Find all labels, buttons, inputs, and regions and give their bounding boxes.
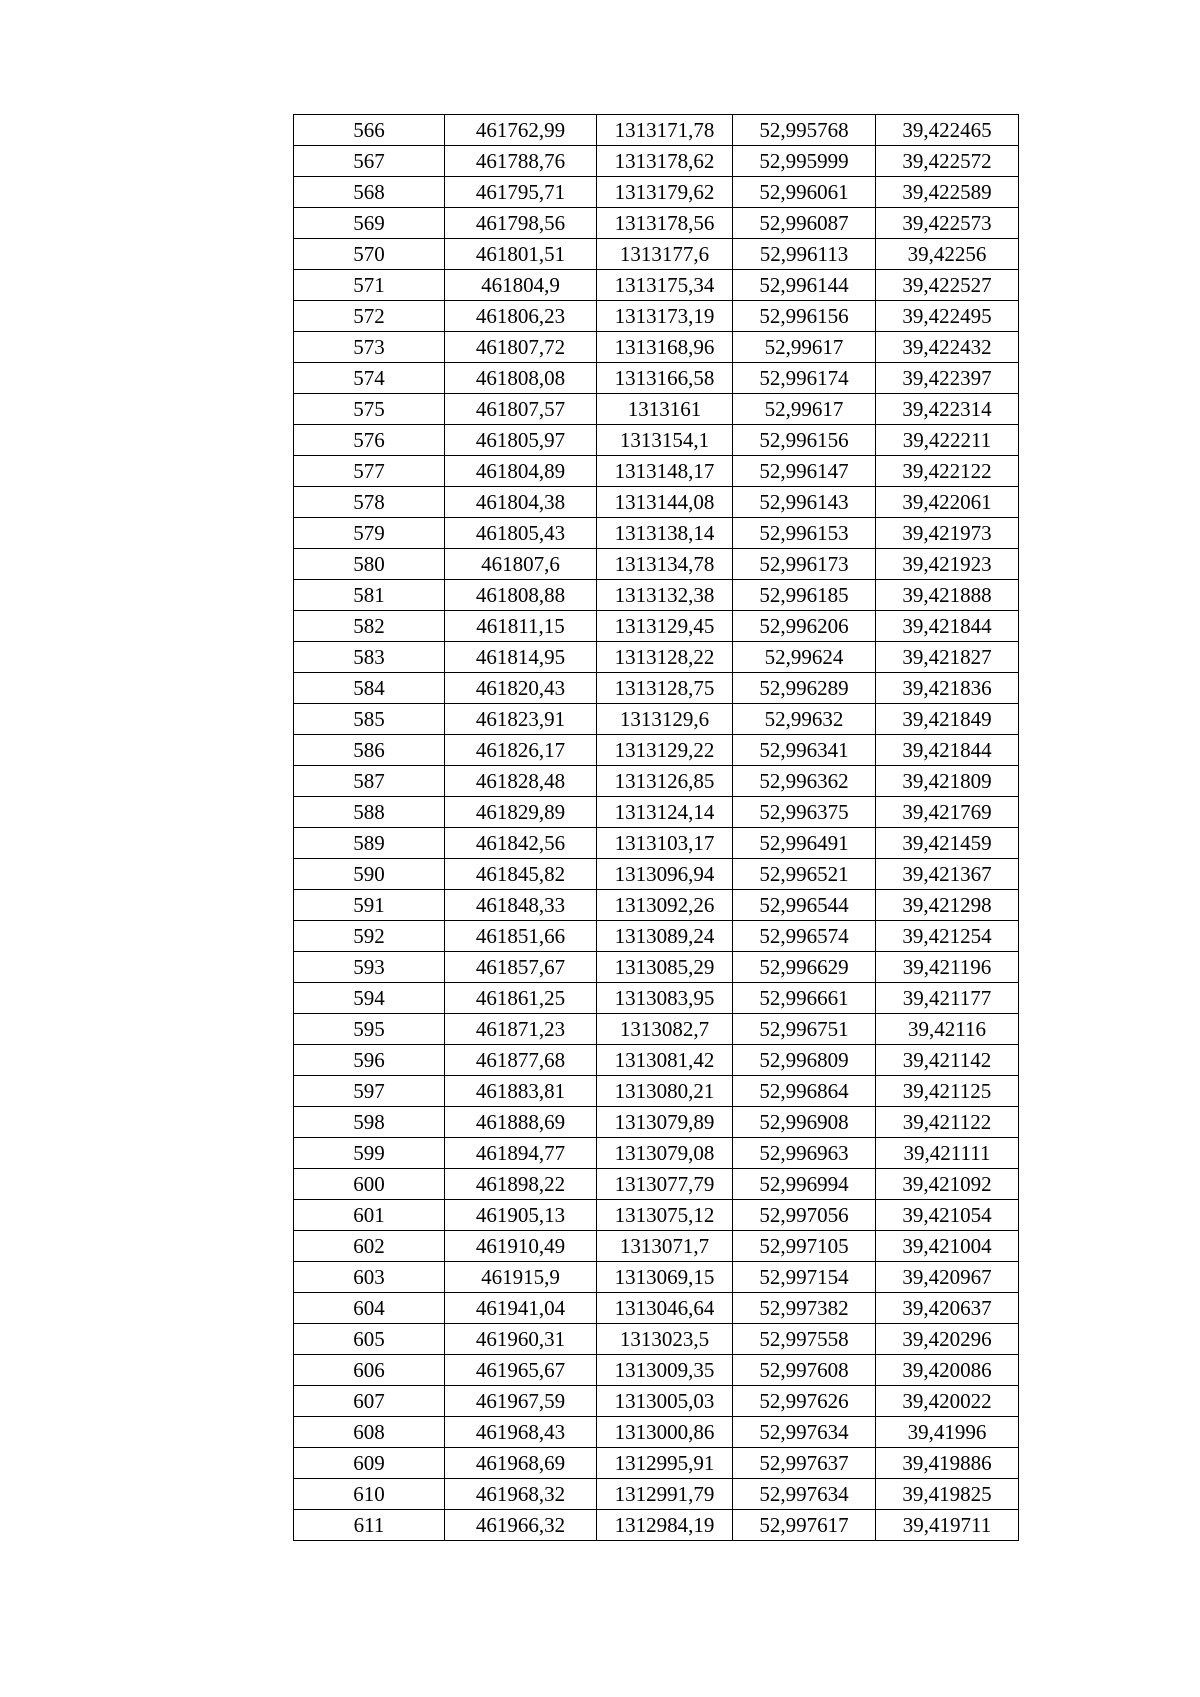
y-coordinate-cell: 1313079,89: [597, 1107, 733, 1138]
x-coordinate-cell: 461941,04: [445, 1293, 597, 1324]
latitude-cell: 52,997637: [733, 1448, 876, 1479]
x-coordinate-cell: 461968,69: [445, 1448, 597, 1479]
y-coordinate-cell: 1313173,19: [597, 301, 733, 332]
y-coordinate-cell: 1313046,64: [597, 1293, 733, 1324]
table-row: [294, 301, 1019, 332]
point-number-cell: 591: [294, 890, 445, 921]
table-row: [294, 611, 1019, 642]
longitude-cell: 39,420296: [876, 1324, 1019, 1355]
y-coordinate-cell: 1313069,15: [597, 1262, 733, 1293]
x-coordinate-cell: 461910,49: [445, 1231, 597, 1262]
latitude-cell: 52,996751: [733, 1014, 876, 1045]
table-row: [294, 1417, 1019, 1448]
longitude-cell: 39,422572: [876, 146, 1019, 177]
y-coordinate-cell: 1313166,58: [597, 363, 733, 394]
point-number-cell: 592: [294, 921, 445, 952]
latitude-cell: 52,997558: [733, 1324, 876, 1355]
x-coordinate-cell: 461877,68: [445, 1045, 597, 1076]
latitude-cell: 52,996908: [733, 1107, 876, 1138]
point-number-cell: 595: [294, 1014, 445, 1045]
longitude-cell: 39,421054: [876, 1200, 1019, 1231]
longitude-cell: 39,421459: [876, 828, 1019, 859]
y-coordinate-cell: 1313161: [597, 394, 733, 425]
table-row: [294, 394, 1019, 425]
point-number-cell: 584: [294, 673, 445, 704]
x-coordinate-cell: 461804,38: [445, 487, 597, 518]
latitude-cell: 52,99624: [733, 642, 876, 673]
longitude-cell: 39,421844: [876, 611, 1019, 642]
latitude-cell: 52,996362: [733, 766, 876, 797]
table-row: [294, 828, 1019, 859]
latitude-cell: 52,996289: [733, 673, 876, 704]
table-row: [294, 1262, 1019, 1293]
latitude-cell: 52,996341: [733, 735, 876, 766]
latitude-cell: 52,996156: [733, 425, 876, 456]
latitude-cell: 52,996544: [733, 890, 876, 921]
y-coordinate-cell: 1313071,7: [597, 1231, 733, 1262]
x-coordinate-cell: 461861,25: [445, 983, 597, 1014]
point-number-cell: 577: [294, 456, 445, 487]
y-coordinate-cell: 1313009,35: [597, 1355, 733, 1386]
table-row: [294, 487, 1019, 518]
table-row: [294, 983, 1019, 1014]
point-number-cell: 589: [294, 828, 445, 859]
longitude-cell: 39,421196: [876, 952, 1019, 983]
latitude-cell: 52,997608: [733, 1355, 876, 1386]
point-number-cell: 610: [294, 1479, 445, 1510]
longitude-cell: 39,420967: [876, 1262, 1019, 1293]
latitude-cell: 52,996491: [733, 828, 876, 859]
x-coordinate-cell: 461829,89: [445, 797, 597, 828]
x-coordinate-cell: 461968,43: [445, 1417, 597, 1448]
table-row: [294, 1324, 1019, 1355]
longitude-cell: 39,422314: [876, 394, 1019, 425]
x-coordinate-cell: 461801,51: [445, 239, 597, 270]
point-number-cell: 601: [294, 1200, 445, 1231]
longitude-cell: 39,421004: [876, 1231, 1019, 1262]
point-number-cell: 572: [294, 301, 445, 332]
latitude-cell: 52,996809: [733, 1045, 876, 1076]
y-coordinate-cell: 1313154,1: [597, 425, 733, 456]
x-coordinate-cell: 461960,31: [445, 1324, 597, 1355]
longitude-cell: 39,421827: [876, 642, 1019, 673]
longitude-cell: 39,422211: [876, 425, 1019, 456]
y-coordinate-cell: 1313129,22: [597, 735, 733, 766]
coordinates-table-body: [294, 115, 1019, 1541]
x-coordinate-cell: 461826,17: [445, 735, 597, 766]
longitude-cell: 39,419886: [876, 1448, 1019, 1479]
table-row: [294, 177, 1019, 208]
latitude-cell: 52,996087: [733, 208, 876, 239]
longitude-cell: 39,420637: [876, 1293, 1019, 1324]
x-coordinate-cell: 461820,43: [445, 673, 597, 704]
table-row: [294, 518, 1019, 549]
table-row: [294, 1045, 1019, 1076]
table-row: [294, 1386, 1019, 1417]
table-row: [294, 332, 1019, 363]
longitude-cell: 39,420086: [876, 1355, 1019, 1386]
point-number-cell: 568: [294, 177, 445, 208]
x-coordinate-cell: 461795,71: [445, 177, 597, 208]
longitude-cell: 39,421111: [876, 1138, 1019, 1169]
longitude-cell: 39,421298: [876, 890, 1019, 921]
x-coordinate-cell: 461894,77: [445, 1138, 597, 1169]
x-coordinate-cell: 461888,69: [445, 1107, 597, 1138]
x-coordinate-cell: 461805,43: [445, 518, 597, 549]
longitude-cell: 39,421836: [876, 673, 1019, 704]
latitude-cell: 52,996174: [733, 363, 876, 394]
x-coordinate-cell: 461966,32: [445, 1510, 597, 1541]
table-row: [294, 1231, 1019, 1262]
point-number-cell: 600: [294, 1169, 445, 1200]
x-coordinate-cell: 461848,33: [445, 890, 597, 921]
table-row: [294, 1138, 1019, 1169]
y-coordinate-cell: 1313128,75: [597, 673, 733, 704]
point-number-cell: 570: [294, 239, 445, 270]
x-coordinate-cell: 461898,22: [445, 1169, 597, 1200]
latitude-cell: 52,996144: [733, 270, 876, 301]
coordinates-table: [293, 114, 1019, 1541]
table-row: [294, 208, 1019, 239]
x-coordinate-cell: 461806,23: [445, 301, 597, 332]
y-coordinate-cell: 1313124,14: [597, 797, 733, 828]
y-coordinate-cell: 1313075,12: [597, 1200, 733, 1231]
point-number-cell: 580: [294, 549, 445, 580]
latitude-cell: 52,996375: [733, 797, 876, 828]
y-coordinate-cell: 1313096,94: [597, 859, 733, 890]
y-coordinate-cell: 1313081,42: [597, 1045, 733, 1076]
longitude-cell: 39,422432: [876, 332, 1019, 363]
latitude-cell: 52,99632: [733, 704, 876, 735]
longitude-cell: 39,421973: [876, 518, 1019, 549]
latitude-cell: 52,997105: [733, 1231, 876, 1262]
y-coordinate-cell: 1313178,56: [597, 208, 733, 239]
longitude-cell: 39,421092: [876, 1169, 1019, 1200]
table-row: [294, 1510, 1019, 1541]
table-row: [294, 239, 1019, 270]
y-coordinate-cell: 1313144,08: [597, 487, 733, 518]
longitude-cell: 39,421367: [876, 859, 1019, 890]
table-row: [294, 580, 1019, 611]
y-coordinate-cell: 1313023,5: [597, 1324, 733, 1355]
y-coordinate-cell: 1313085,29: [597, 952, 733, 983]
y-coordinate-cell: 1313177,6: [597, 239, 733, 270]
point-number-cell: 573: [294, 332, 445, 363]
latitude-cell: 52,996061: [733, 177, 876, 208]
table-row: [294, 456, 1019, 487]
y-coordinate-cell: 1313083,95: [597, 983, 733, 1014]
y-coordinate-cell: 1313126,85: [597, 766, 733, 797]
table-row: [294, 1014, 1019, 1045]
y-coordinate-cell: 1313129,45: [597, 611, 733, 642]
latitude-cell: 52,996113: [733, 239, 876, 270]
latitude-cell: 52,996521: [733, 859, 876, 890]
y-coordinate-cell: 1313134,78: [597, 549, 733, 580]
point-number-cell: 602: [294, 1231, 445, 1262]
longitude-cell: 39,422397: [876, 363, 1019, 394]
point-number-cell: 569: [294, 208, 445, 239]
table-row: [294, 859, 1019, 890]
point-number-cell: 608: [294, 1417, 445, 1448]
y-coordinate-cell: 1313000,86: [597, 1417, 733, 1448]
y-coordinate-cell: 1312991,79: [597, 1479, 733, 1510]
longitude-cell: 39,421888: [876, 580, 1019, 611]
latitude-cell: 52,996994: [733, 1169, 876, 1200]
table-row: [294, 270, 1019, 301]
point-number-cell: 587: [294, 766, 445, 797]
x-coordinate-cell: 461915,9: [445, 1262, 597, 1293]
y-coordinate-cell: 1313132,38: [597, 580, 733, 611]
x-coordinate-cell: 461788,76: [445, 146, 597, 177]
point-number-cell: 586: [294, 735, 445, 766]
latitude-cell: 52,996153: [733, 518, 876, 549]
x-coordinate-cell: 461905,13: [445, 1200, 597, 1231]
y-coordinate-cell: 1313138,14: [597, 518, 733, 549]
x-coordinate-cell: 461842,56: [445, 828, 597, 859]
y-coordinate-cell: 1313171,78: [597, 115, 733, 146]
latitude-cell: 52,997382: [733, 1293, 876, 1324]
x-coordinate-cell: 461804,9: [445, 270, 597, 301]
latitude-cell: 52,996206: [733, 611, 876, 642]
y-coordinate-cell: 1313128,22: [597, 642, 733, 673]
point-number-cell: 578: [294, 487, 445, 518]
x-coordinate-cell: 461967,59: [445, 1386, 597, 1417]
table-row: [294, 146, 1019, 177]
longitude-cell: 39,422573: [876, 208, 1019, 239]
point-number-cell: 599: [294, 1138, 445, 1169]
x-coordinate-cell: 461883,81: [445, 1076, 597, 1107]
x-coordinate-cell: 461851,66: [445, 921, 597, 952]
y-coordinate-cell: 1313129,6: [597, 704, 733, 735]
table-row: [294, 673, 1019, 704]
latitude-cell: 52,996864: [733, 1076, 876, 1107]
longitude-cell: 39,421142: [876, 1045, 1019, 1076]
longitude-cell: 39,421809: [876, 766, 1019, 797]
table-row: [294, 425, 1019, 456]
latitude-cell: 52,997617: [733, 1510, 876, 1541]
point-number-cell: 582: [294, 611, 445, 642]
x-coordinate-cell: 461968,32: [445, 1479, 597, 1510]
latitude-cell: 52,996156: [733, 301, 876, 332]
x-coordinate-cell: 461857,67: [445, 952, 597, 983]
y-coordinate-cell: 1313077,79: [597, 1169, 733, 1200]
x-coordinate-cell: 461808,08: [445, 363, 597, 394]
table-row: [294, 921, 1019, 952]
point-number-cell: 597: [294, 1076, 445, 1107]
latitude-cell: 52,996185: [733, 580, 876, 611]
latitude-cell: 52,997154: [733, 1262, 876, 1293]
longitude-cell: 39,422122: [876, 456, 1019, 487]
y-coordinate-cell: 1313175,34: [597, 270, 733, 301]
point-number-cell: 611: [294, 1510, 445, 1541]
point-number-cell: 609: [294, 1448, 445, 1479]
table-row: [294, 766, 1019, 797]
longitude-cell: 39,41996: [876, 1417, 1019, 1448]
x-coordinate-cell: 461807,6: [445, 549, 597, 580]
longitude-cell: 39,421923: [876, 549, 1019, 580]
point-number-cell: 581: [294, 580, 445, 611]
longitude-cell: 39,421125: [876, 1076, 1019, 1107]
table-row: [294, 890, 1019, 921]
latitude-cell: 52,997634: [733, 1479, 876, 1510]
longitude-cell: 39,422061: [876, 487, 1019, 518]
y-coordinate-cell: 1313005,03: [597, 1386, 733, 1417]
x-coordinate-cell: 461811,15: [445, 611, 597, 642]
point-number-cell: 606: [294, 1355, 445, 1386]
point-number-cell: 583: [294, 642, 445, 673]
y-coordinate-cell: 1313092,26: [597, 890, 733, 921]
y-coordinate-cell: 1312984,19: [597, 1510, 733, 1541]
table-row: [294, 642, 1019, 673]
longitude-cell: 39,42116: [876, 1014, 1019, 1045]
longitude-cell: 39,422495: [876, 301, 1019, 332]
longitude-cell: 39,421849: [876, 704, 1019, 735]
longitude-cell: 39,422465: [876, 115, 1019, 146]
longitude-cell: 39,419711: [876, 1510, 1019, 1541]
y-coordinate-cell: 1312995,91: [597, 1448, 733, 1479]
latitude-cell: 52,99617: [733, 394, 876, 425]
point-number-cell: 607: [294, 1386, 445, 1417]
y-coordinate-cell: 1313082,7: [597, 1014, 733, 1045]
longitude-cell: 39,421254: [876, 921, 1019, 952]
point-number-cell: 566: [294, 115, 445, 146]
latitude-cell: 52,99617: [733, 332, 876, 363]
latitude-cell: 52,996574: [733, 921, 876, 952]
latitude-cell: 52,997056: [733, 1200, 876, 1231]
point-number-cell: 571: [294, 270, 445, 301]
table-row: [294, 1200, 1019, 1231]
latitude-cell: 52,996963: [733, 1138, 876, 1169]
latitude-cell: 52,997626: [733, 1386, 876, 1417]
x-coordinate-cell: 461823,91: [445, 704, 597, 735]
table-row: [294, 115, 1019, 146]
longitude-cell: 39,420022: [876, 1386, 1019, 1417]
table-row: [294, 1479, 1019, 1510]
latitude-cell: 52,996143: [733, 487, 876, 518]
table-row: [294, 1169, 1019, 1200]
point-number-cell: 576: [294, 425, 445, 456]
x-coordinate-cell: 461762,99: [445, 115, 597, 146]
x-coordinate-cell: 461807,57: [445, 394, 597, 425]
x-coordinate-cell: 461807,72: [445, 332, 597, 363]
latitude-cell: 52,996629: [733, 952, 876, 983]
x-coordinate-cell: 461804,89: [445, 456, 597, 487]
point-number-cell: 585: [294, 704, 445, 735]
table-row: [294, 1355, 1019, 1386]
x-coordinate-cell: 461871,23: [445, 1014, 597, 1045]
point-number-cell: 579: [294, 518, 445, 549]
longitude-cell: 39,422589: [876, 177, 1019, 208]
x-coordinate-cell: 461805,97: [445, 425, 597, 456]
y-coordinate-cell: 1313178,62: [597, 146, 733, 177]
x-coordinate-cell: 461845,82: [445, 859, 597, 890]
point-number-cell: 575: [294, 394, 445, 425]
longitude-cell: 39,421769: [876, 797, 1019, 828]
y-coordinate-cell: 1313179,62: [597, 177, 733, 208]
latitude-cell: 52,996147: [733, 456, 876, 487]
latitude-cell: 52,995999: [733, 146, 876, 177]
table-row: [294, 704, 1019, 735]
longitude-cell: 39,421844: [876, 735, 1019, 766]
x-coordinate-cell: 461808,88: [445, 580, 597, 611]
table-row: [294, 797, 1019, 828]
table-row: [294, 1293, 1019, 1324]
x-coordinate-cell: 461798,56: [445, 208, 597, 239]
longitude-cell: 39,42256: [876, 239, 1019, 270]
y-coordinate-cell: 1313168,96: [597, 332, 733, 363]
latitude-cell: 52,997634: [733, 1417, 876, 1448]
x-coordinate-cell: 461965,67: [445, 1355, 597, 1386]
table-row: [294, 735, 1019, 766]
longitude-cell: 39,419825: [876, 1479, 1019, 1510]
y-coordinate-cell: 1313148,17: [597, 456, 733, 487]
y-coordinate-cell: 1313080,21: [597, 1076, 733, 1107]
point-number-cell: 594: [294, 983, 445, 1014]
point-number-cell: 596: [294, 1045, 445, 1076]
table-row: [294, 1076, 1019, 1107]
y-coordinate-cell: 1313089,24: [597, 921, 733, 952]
point-number-cell: 605: [294, 1324, 445, 1355]
point-number-cell: 598: [294, 1107, 445, 1138]
point-number-cell: 574: [294, 363, 445, 394]
y-coordinate-cell: 1313079,08: [597, 1138, 733, 1169]
latitude-cell: 52,996661: [733, 983, 876, 1014]
x-coordinate-cell: 461814,95: [445, 642, 597, 673]
table-row: [294, 363, 1019, 394]
point-number-cell: 593: [294, 952, 445, 983]
table-row: [294, 549, 1019, 580]
x-coordinate-cell: 461828,48: [445, 766, 597, 797]
table-row: [294, 1107, 1019, 1138]
longitude-cell: 39,421177: [876, 983, 1019, 1014]
y-coordinate-cell: 1313103,17: [597, 828, 733, 859]
point-number-cell: 567: [294, 146, 445, 177]
point-number-cell: 588: [294, 797, 445, 828]
longitude-cell: 39,422527: [876, 270, 1019, 301]
table-row: [294, 1448, 1019, 1479]
point-number-cell: 590: [294, 859, 445, 890]
latitude-cell: 52,995768: [733, 115, 876, 146]
table-row: [294, 952, 1019, 983]
longitude-cell: 39,421122: [876, 1107, 1019, 1138]
latitude-cell: 52,996173: [733, 549, 876, 580]
point-number-cell: 604: [294, 1293, 445, 1324]
point-number-cell: 603: [294, 1262, 445, 1293]
